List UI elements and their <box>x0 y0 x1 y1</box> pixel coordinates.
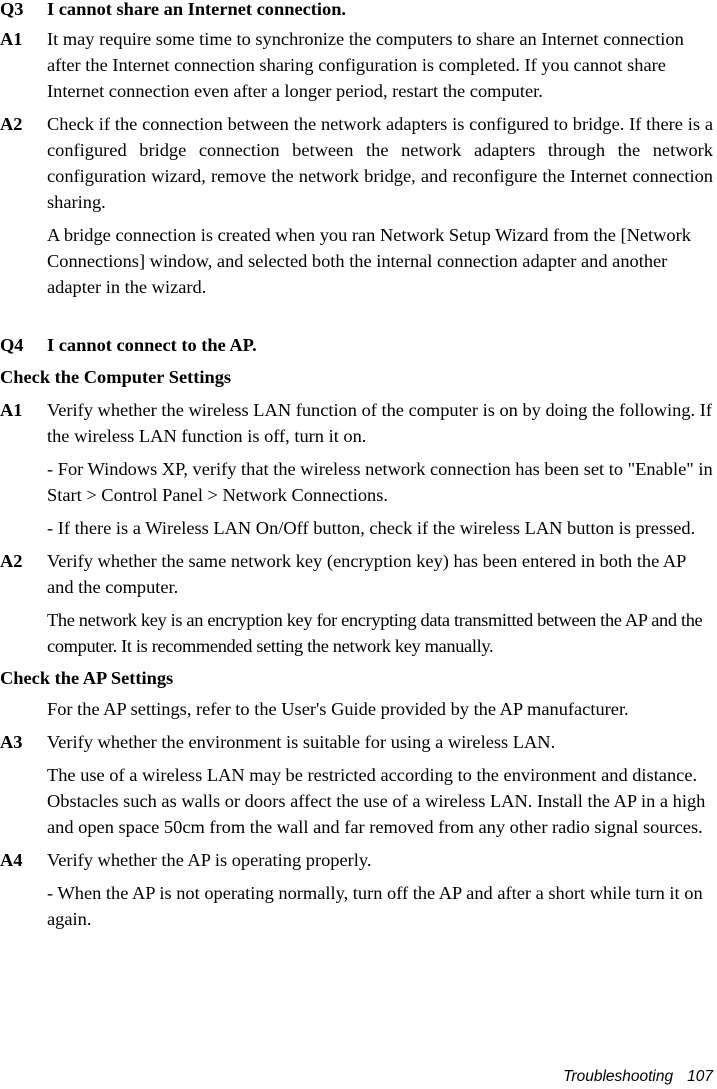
answer-body <box>47 847 713 932</box>
answer-body <box>47 548 713 659</box>
answer-paragraph: A bridge connection is created when you ran Network Setup Wizard from the [Network Connections] window, and selected both the internal connection adapter and another adapter in the wizard. <box>47 225 691 297</box>
section-heading-ap-settings: Check the AP Settings <box>0 668 174 688</box>
question-text: I cannot connect to the AP. <box>47 335 257 355</box>
answer-label: A1 <box>0 400 23 420</box>
question-q4 <box>0 332 713 358</box>
answer-body <box>47 111 713 300</box>
answer-paragraph: - If there is a Wireless LAN On/Off button, check if the wireless LAN button is pressed. <box>47 518 696 538</box>
ap-settings-note-row <box>0 696 713 722</box>
answer-label: A1 <box>0 29 23 49</box>
answer-paragraph: - For Windows XP, verify that the wireless network connection has been set to "Enable" in Start > Control Panel > Network Connections. <box>47 459 713 505</box>
question-label: Q3 <box>0 0 24 19</box>
answer-paragraph: Verify whether the AP is operating properly. <box>47 850 372 870</box>
answer-body <box>47 696 713 722</box>
question-text: I cannot share an Internet connection. <box>47 0 347 19</box>
page-footer <box>563 1068 713 1086</box>
answer-q4-a1 <box>0 397 713 541</box>
footer-section-title: Troubleshooting <box>563 1068 674 1085</box>
answer-paragraph: Verify whether the wireless LAN function of the computer is on by doing the following. If the wireless LAN function is off, turn it on. <box>47 400 712 446</box>
question-label: Q4 <box>0 335 24 355</box>
answer-label: A4 <box>0 850 23 870</box>
answer-label: A2 <box>0 551 23 571</box>
answer-label: A2 <box>0 114 23 134</box>
answer-paragraph: Verify whether the environment is suitable for using a wireless LAN. <box>47 732 556 752</box>
answer-q3-a2 <box>0 111 713 300</box>
answer-paragraph: The use of a wireless LAN may be restricted according to the environment and distance. Obstacles such as walls or doors affect the use of a wireless LAN. Install the AP in a high and open space 50cm from the wall and far removed from any other radio signal sources. <box>47 765 706 837</box>
answer-paragraph: The network key is an encryption key for encrypting data transmitted between the AP and the computer. It is recommended setting the network key manually. <box>47 610 703 656</box>
answer-body <box>47 729 713 840</box>
answer-q4-a2 <box>0 548 713 659</box>
answer-q4-a4 <box>0 847 713 932</box>
answer-paragraph: Check if the connection between the network adapters is configured to bridge. If there is a configured bridge connection between the network adapters through the network configuration wizard, remove the network bridge, and reconfigure the Internet connection sharing. <box>47 114 713 212</box>
answer-body <box>47 26 713 104</box>
answer-q4-a3 <box>0 729 713 840</box>
answer-paragraph: Verify whether the same network key (encryption key) has been entered in both the AP and the computer. <box>47 551 686 597</box>
answer-body <box>47 397 713 541</box>
answer-paragraph: It may require some time to synchronize the computers to share an Internet connection after the Internet connection sharing configuration is completed. If you cannot share Internet connection even after a longer period, restart the computer. <box>47 29 684 101</box>
answer-paragraph: - When the AP is not operating normally, turn off the AP and after a short while turn it on again. <box>47 883 703 929</box>
page-number: 107 <box>687 1068 713 1085</box>
answer-q3-a1 <box>0 26 713 104</box>
section-heading-computer-settings: Check the Computer Settings <box>0 367 232 387</box>
question-q3 <box>0 0 713 22</box>
answer-label: A3 <box>0 732 23 752</box>
ap-settings-note: For the AP settings, refer to the User's Guide provided by the AP manufacturer. <box>47 699 629 719</box>
